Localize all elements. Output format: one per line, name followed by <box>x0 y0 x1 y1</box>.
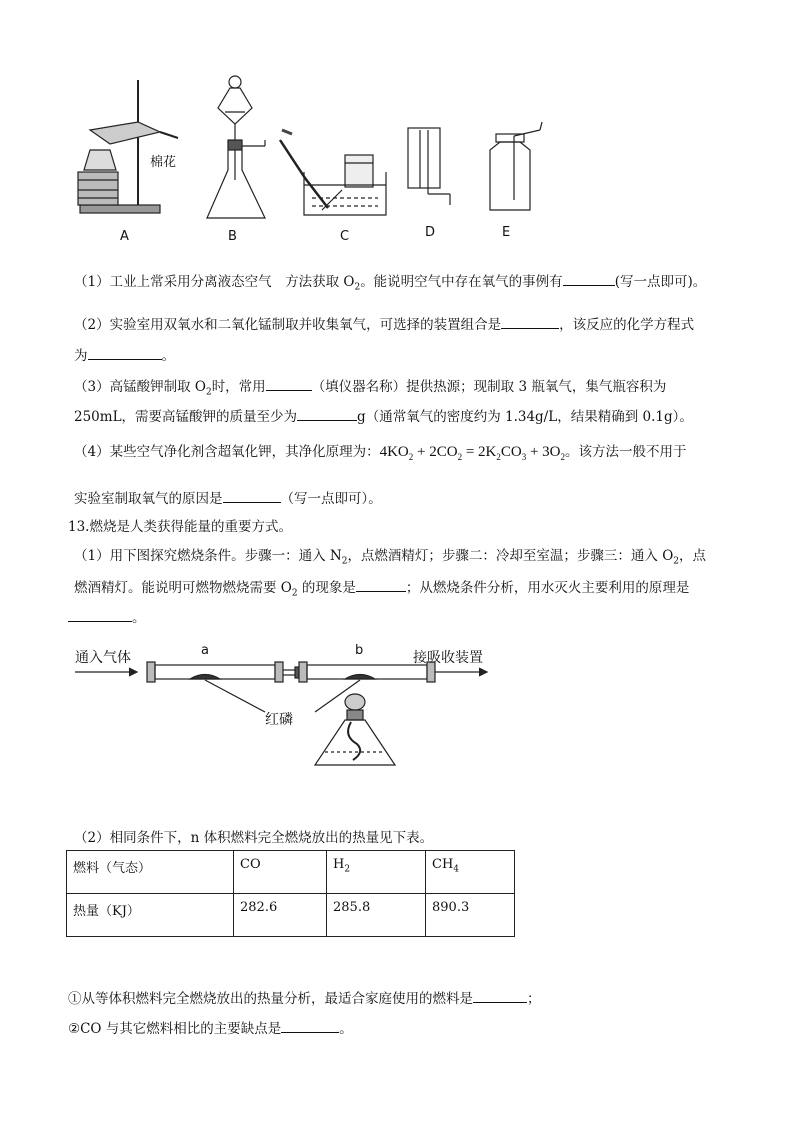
answer-blank[interactable] <box>68 607 132 622</box>
q12-part1: （1）工业上常采用分离液态空气 方法获取 $O_2$。能说明空气中存在氧气的事例有 (写一点即可)。 <box>74 270 706 293</box>
table-header-cell: 燃料（气态） <box>67 851 234 894</box>
apparatus-label-d: D <box>425 225 436 240</box>
answer-blank[interactable] <box>266 376 312 391</box>
q13-part1: （1）用下图探究燃烧条件。步骤一：通入 $N_2$，点燃酒精灯；步骤二：冷却至室温；步骤三：通入 $O_2$，点 <box>74 548 707 567</box>
table-row <box>67 851 515 894</box>
table-cell: 890.3 <box>426 894 515 937</box>
answer-blank[interactable] <box>281 1018 339 1033</box>
table-cell: 285.8 <box>327 894 426 937</box>
answer-blank[interactable] <box>88 345 162 360</box>
table-header-cell: $CH_4$ <box>426 851 515 894</box>
q13-sub1: ①从等体积燃料完全燃烧放出的热量分析，最适合家庭使用的燃料是 ； <box>68 987 541 1007</box>
outlet-label: 接吸收装置 <box>413 650 483 666</box>
apparatus-figure <box>60 60 600 250</box>
q13-part1-line2: 燃酒精灯。能说明可燃物燃烧需要 $O_2$ 的现象是 ；从燃烧条件分析，用水灭火主要利用的原理是 <box>74 576 689 599</box>
heat-table <box>66 850 515 937</box>
q13-part1-line3: 。 <box>68 606 146 626</box>
answer-blank[interactable] <box>501 314 559 329</box>
apparatus-label-b: B <box>228 229 237 244</box>
q12-part4-line2: 实验室制取氧气的原因是 （写一点即可）。 <box>74 487 382 507</box>
tube-a-label: a <box>201 643 209 658</box>
tube-b-label: b <box>355 643 364 658</box>
q12-part3-line2: 250mL，需要高锰酸钾的质量至少为 g（通常氧气的密度约为 1.34g/L，结果精确到 0.1g）。 <box>74 405 693 425</box>
q12-part4: （4）某些空气净化剂含超氧化钾，其净化原理为：$4KO_2 + 2CO_2 = 2K_2CO_3 + 3O_2$。该方法一般不用于 <box>74 444 687 462</box>
apparatus-label-c: C <box>340 229 350 244</box>
table-header-cell: $H_2$ <box>327 851 426 894</box>
q13-part2: （2）相同条件下，n 体积燃料完全燃烧放出的热量见下表。 <box>74 830 434 846</box>
inlet-label: 通入气体 <box>75 650 131 666</box>
answer-blank[interactable] <box>563 271 615 286</box>
q12-part3: （3）高锰酸钾制取 $O_2$时，常用 （填仪器名称）提供热源；现制取 3 瓶氧气，集气瓶容积为 <box>74 375 666 398</box>
apparatus-label-e: E <box>502 225 511 240</box>
apparatus-label-a: A <box>120 229 129 244</box>
reaction-equation: $4KO_2 + 2CO_2 = 2K_2CO_3 + 3O_2$ <box>379 444 565 462</box>
table-cell: 热量（KJ） <box>67 894 234 937</box>
q13-sub2: ②CO 与其它燃料相比的主要缺点是 。 <box>68 1017 353 1037</box>
q13-title: 13.燃烧是人类获得能量的重要方式。 <box>68 519 292 535</box>
answer-blank[interactable] <box>223 488 281 503</box>
table-header-cell: CO <box>234 851 327 894</box>
cotton-label: 棉花 <box>150 155 177 170</box>
q12-part2: （2）实验室用双氧水和二氧化锰制取并收集氧气，可选择的装置组合是 ，该反应的化学方程式 <box>74 313 694 333</box>
answer-blank[interactable] <box>356 577 406 592</box>
table-cell: 282.6 <box>234 894 327 937</box>
answer-blank[interactable] <box>297 406 357 421</box>
combustion-diagram <box>75 640 495 810</box>
q12-part2-line2: 为 。 <box>74 344 175 364</box>
table-row <box>67 894 515 937</box>
red-phosphorus-label: 红磷 <box>265 712 293 728</box>
answer-blank[interactable] <box>473 988 527 1003</box>
